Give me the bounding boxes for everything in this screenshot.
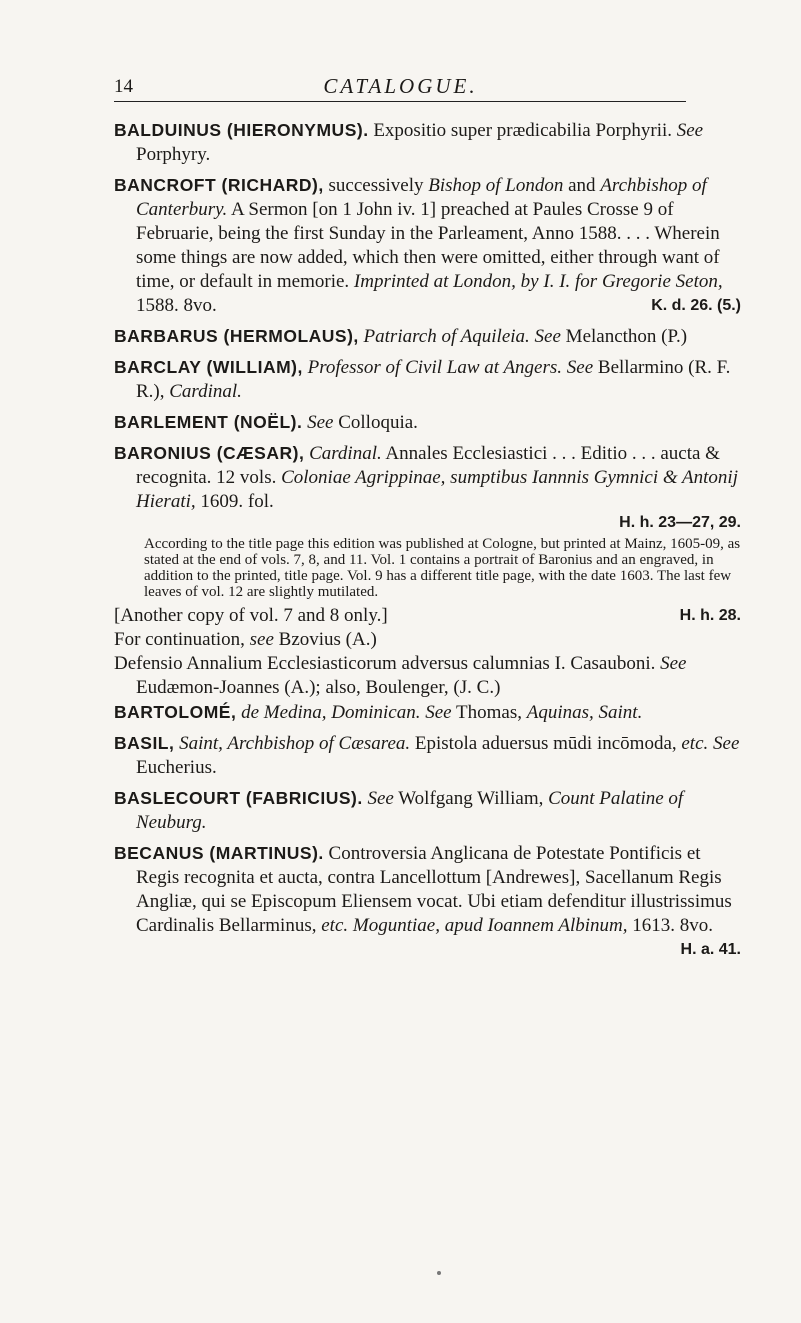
shelfmark: H. a. 41. [680,941,741,958]
entry-heading: BARTOLOMÉ, [114,702,237,722]
page-speck [437,1271,441,1275]
entry-bartolome: BARTOLOMÉ, de Medina, Dominican. See Thomas, Aquinas, Saint. [114,702,643,723]
entry-heading: BARONIUS (CÆSAR), [114,443,305,463]
header-rule [114,101,686,102]
entry-basil: BASIL, Saint, Archbishop of Cæsarea. Epistola aduersus mūdi incōmoda, etc. See Eucherius. [114,733,740,778]
defensio: Defensio Annalium Ecclesiasticorum adversus calumnias I. Casauboni. See Eudæmon-Joannes (A.); also, Boulenger, (J. C.) [114,653,687,698]
entry-becanus: BECANUS (MARTINUS). Controversia Anglicana de Potestate Pontificis et Regis recognita et aucta, contra Lancellottum [Andrewes], Sacellanum Regis Angliæ, qui se Episcopum Eliensem vocat. Ubi etiam defenditur illustrissimus Cardinalis Bellarminus, etc. Moguntiae, apud Ioannem Albinum, 1613. 8vo. H. a. 41. [136,841,741,938]
entry-baronius: BARONIUS (CÆSAR), Cardinal. Annales Ecclesiastici . . . Editio . . . aucta & recognita. 12 vols. Coloniae Agrippinae, sumptibus Iannnis Gymnici & Antonij Hierati, 1609. fol. [114,443,738,512]
entry-barlement: BARLEMENT (NOËL). See Colloquia. [114,412,418,433]
page-number: 14 [114,76,133,97]
another-copy: [Another copy of vol. 7 and 8 only.] H. h. 28. [114,605,741,626]
entry-heading: BASIL, [114,733,175,753]
entry-baslecourt: BASLECOURT (FABRICIUS). See Wolfgang William, Count Palatine of Neuburg. [114,788,684,833]
entry-barbarus: BARBARUS (HERMOLAUS), Patriarch of Aquileia. See Melancthon (P.) [114,326,688,347]
shelfmark: K. d. 26. (5.) [651,297,741,314]
entry-heading: BASLECOURT (FABRICIUS). [114,788,363,808]
entry-bancroft: BANCROFT (RICHARD), successively Bishop of London and Archbishop of Canterbury. A Sermon [on 1 John iv. 1] preached at Paules Crosse 9 of Februarie, being the first Sunday in the Parleament, Anno 1588. . . . Wherein some things are now added, which then were omitted, either through want of time, or default in memorie. Imprinted at London, by I. I. for Gregorie Seton, 1588. 8vo. K. d. 26. (5.) [114,175,741,316]
entry-note: According to the title page this edition was published at Cologne, but printed at Mainz, 1605-09, as stated at the end of vols. 7, 8, and 11. Vol. 1 contains a portrait of Baronius and an engraved, in addition to the printed, title page. Vol. 9 has a different title page, with the date 1603. The last few leaves of vol. 12 are slightly mutilated. [144,536,741,600]
entry-heading: BARCLAY (WILLIAM), [114,357,303,377]
shelfmark: H. h. 28. [679,607,741,624]
entry-barclay: BARCLAY (WILLIAM), Professor of Civil Law at Angers. See Bellarmino (R. F. R.), Cardinal. [114,357,731,402]
running-title: CATALOGUE. [323,74,478,98]
entry-heading: BANCROFT (RICHARD), [114,175,324,195]
continuation: For continuation, see Bzovius (A.) [114,629,377,650]
page-header [0,74,801,104]
entry-heading: BARLEMENT (NOËL). [114,412,303,432]
catalogue-entries [0,118,801,962]
entry-heading: BARBARUS (HERMOLAUS), [114,326,359,346]
shelfmark: H. h. 23—27, 29. [619,514,741,531]
entry-heading: BECANUS (MARTINUS). [114,843,324,863]
entry-heading: BALDUINUS (HIERONYMUS). [114,120,369,140]
entry-balduinus: BALDUINUS (HIERONYMUS). Expositio super prædicabilia Porphyrii. See Porphyry. [114,120,704,165]
